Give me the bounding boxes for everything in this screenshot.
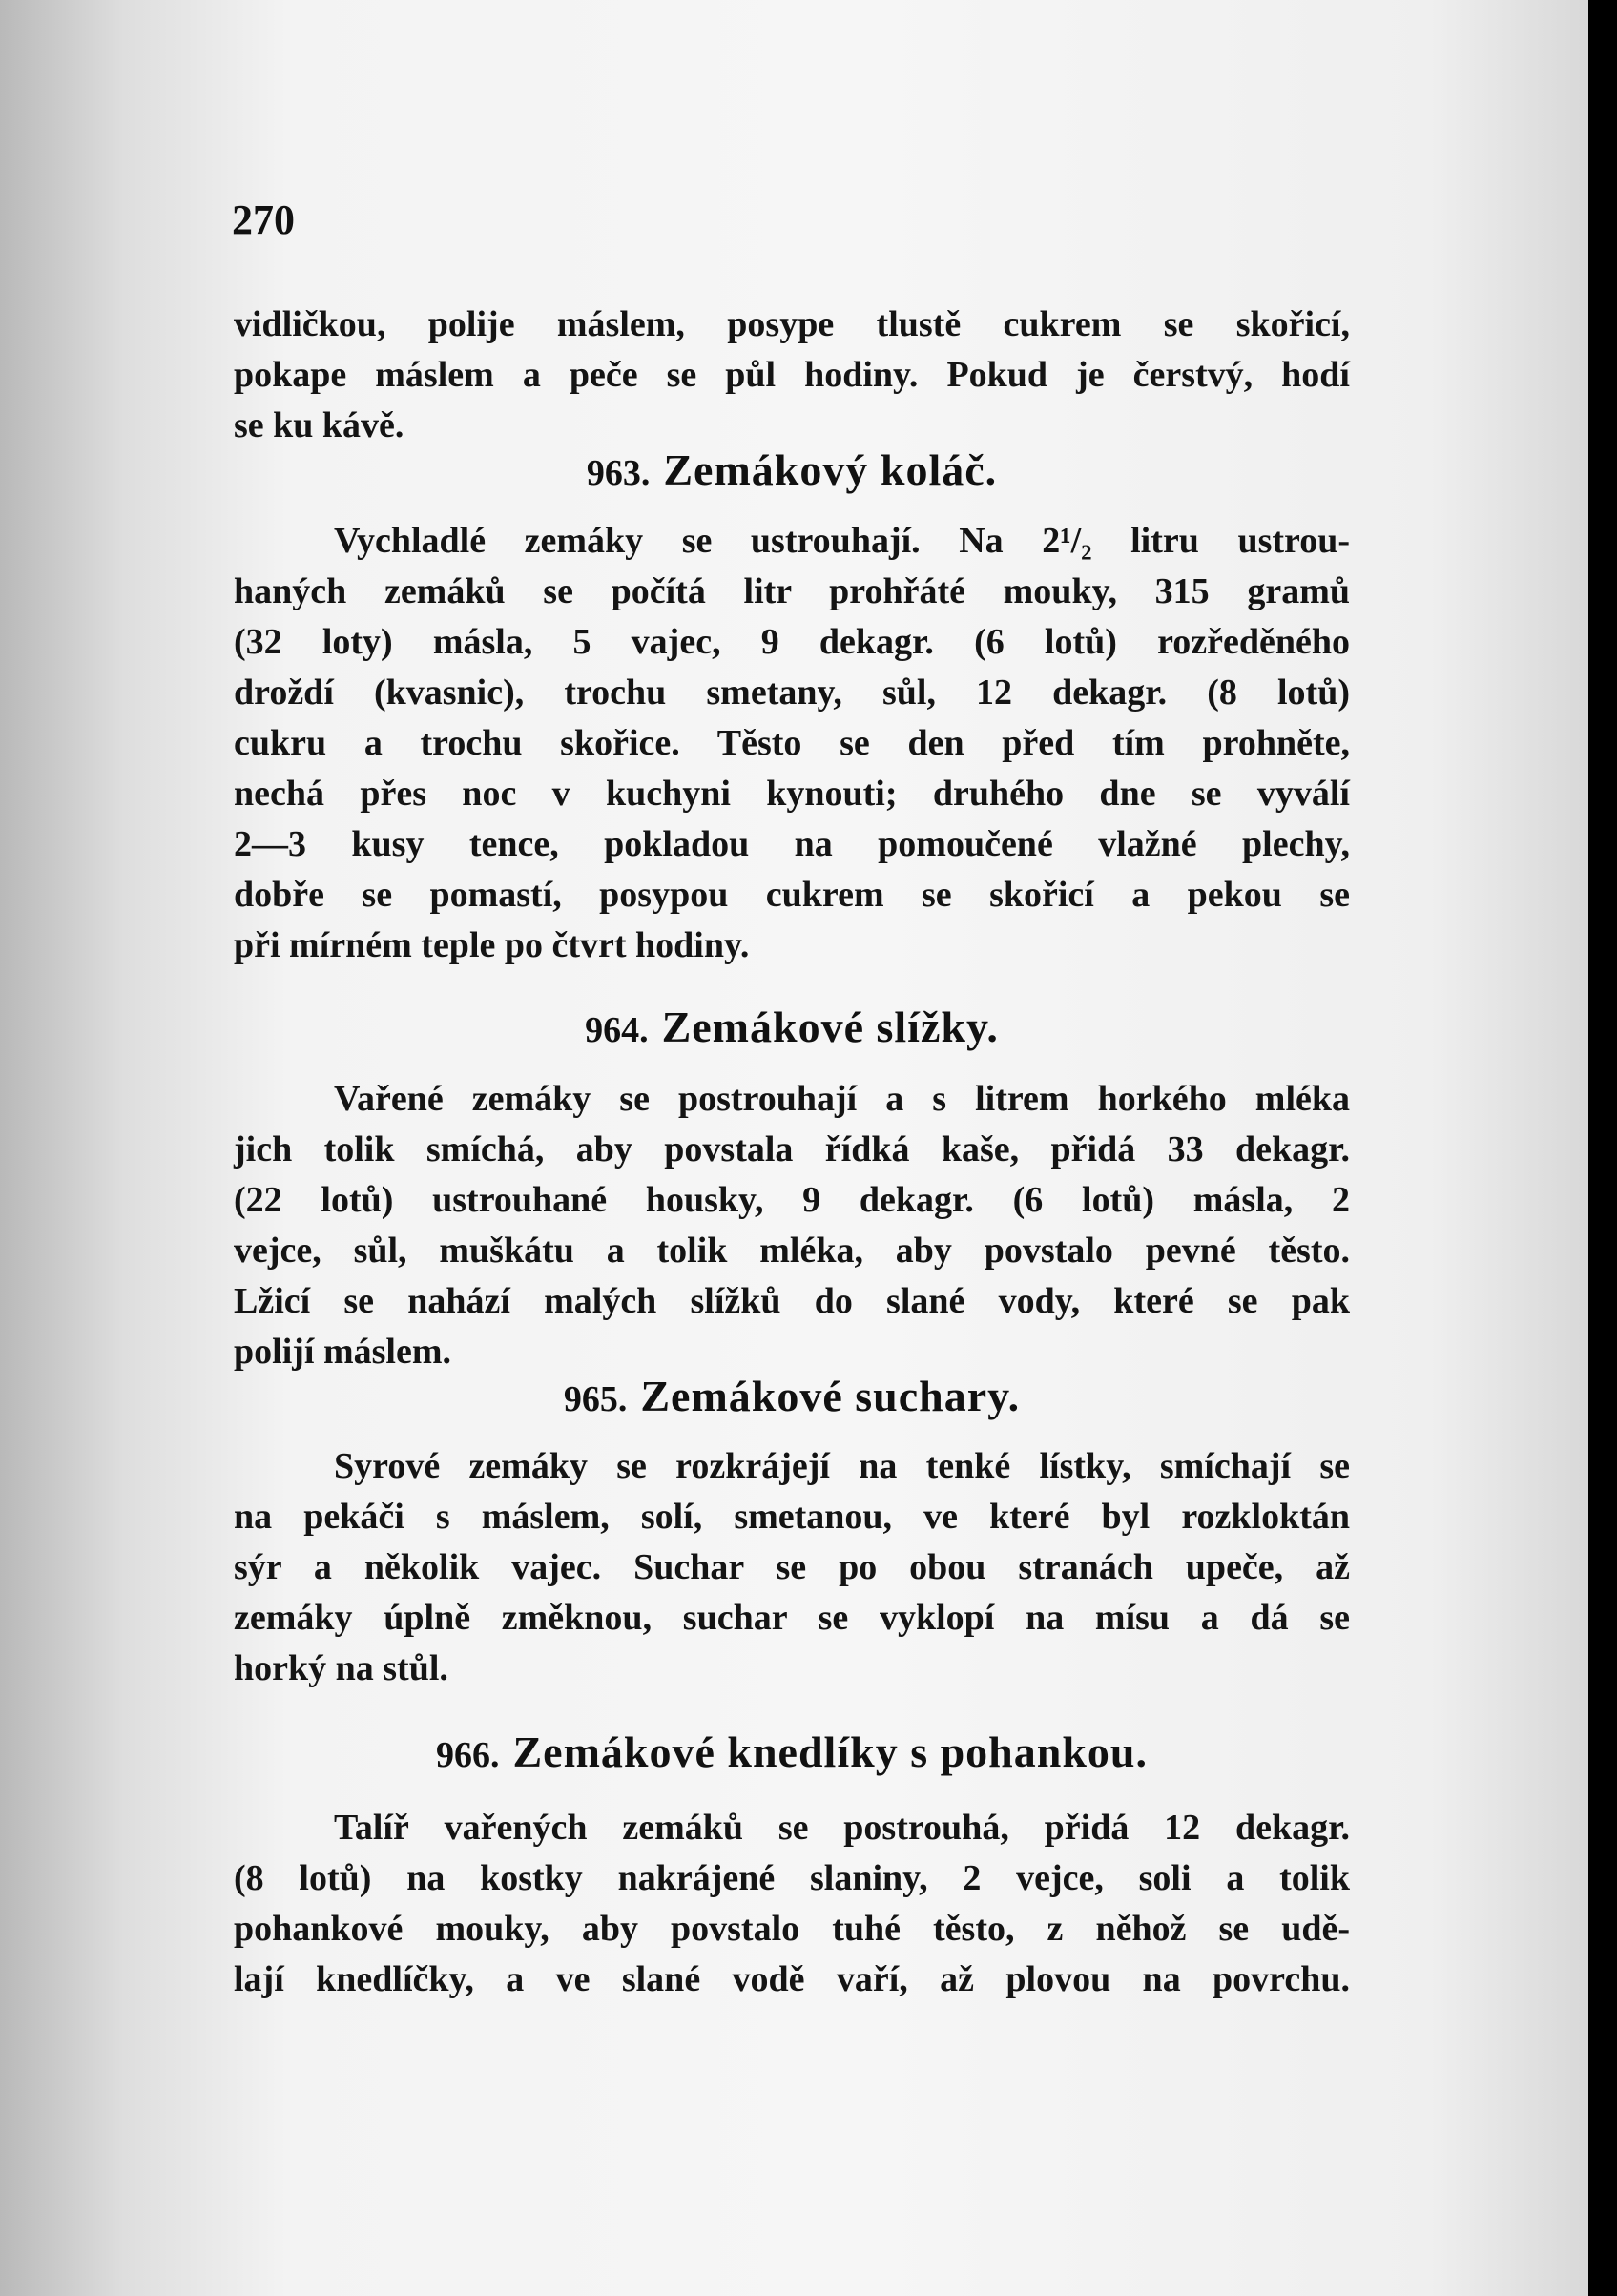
text-line: jich tolik smíchá, aby povstala řídká kaše, přidá 33 dekagr. xyxy=(234,1129,1350,1169)
text-line: zemáky úplně změknou, suchar se vyklopí na mísu a dá se xyxy=(234,1598,1350,1638)
recipe-heading-963 xyxy=(234,445,1350,495)
text-line: polijí máslem. xyxy=(234,1332,451,1372)
recipe-title: Zemákové knedlíky s pohankou. xyxy=(512,1727,1149,1776)
text-line: při mírném teple po čtvrt hodiny. xyxy=(234,925,750,965)
text-line: cukru a trochu skořice. Těsto se den před tím prohněte, xyxy=(234,723,1350,763)
text-line: lají knedlíčky, a ve slané vodě vaří, až plovou na povrchu. xyxy=(234,1959,1350,1999)
text-line: se ku kávě. xyxy=(234,405,404,445)
recipe-heading-965 xyxy=(234,1371,1350,1421)
text-line: 2—3 kusy tence, pokladou na pomoučené vlažné plechy, xyxy=(234,824,1350,864)
recipe-heading-966 xyxy=(234,1727,1350,1777)
text-line: haných zemáků se počítá litr prohřáté mouky, 315 gramů xyxy=(234,571,1350,611)
recipe-title: Zemákové slížky. xyxy=(661,1003,999,1051)
text-line: pohankové mouky, aby povstalo tuhé těsto, z něhož se udě- xyxy=(234,1909,1350,1949)
page-number: 270 xyxy=(232,197,295,243)
text-line: (32 loty) másla, 5 vajec, 9 dekagr. (6 lotů) rozředěného xyxy=(234,622,1350,662)
text-line: nechá přes noc v kuchyni kynouti; druhého dne se vyválí xyxy=(234,774,1350,814)
text-line: pokape máslem a peče se půl hodiny. Pokud je čerstvý, hodí xyxy=(234,355,1350,395)
recipe-title: Zemákové suchary. xyxy=(640,1372,1021,1420)
text-line: Lžicí se nahází malých slížků do slané vody, které se pak xyxy=(234,1281,1350,1321)
text-line: Vařené zemáky se postrouhají a s litrem horkého mléka xyxy=(334,1079,1350,1119)
recipe-number: 964. xyxy=(585,1010,649,1050)
recipe-title: Zemákový koláč. xyxy=(663,445,998,494)
text-line: vejce, sůl, muškátu a tolik mléka, aby povstalo pevné těsto. xyxy=(234,1231,1350,1271)
recipe-heading-964 xyxy=(234,1002,1350,1052)
scan-border xyxy=(1588,0,1617,2296)
text-line: (8 lotů) na kostky nakrájené slaniny, 2 vejce, soli a tolik xyxy=(234,1858,1350,1898)
text-line: droždí (kvasnic), trochu smetany, sůl, 12 dekagr. (8 lotů) xyxy=(234,672,1350,713)
recipe-paragraph-964 xyxy=(234,1074,1350,1377)
recipe-number: 966. xyxy=(435,1735,500,1775)
recipe-paragraph-966 xyxy=(234,1803,1350,2005)
intro-paragraph xyxy=(234,300,1350,451)
text-line: Syrové zemáky se rozkrájejí na tenké lístky, smíchají se xyxy=(334,1446,1350,1486)
text-line: (22 lotů) ustrouhané housky, 9 dekagr. (6 lotů) másla, 2 xyxy=(234,1180,1350,1220)
text-line: horký na stůl. xyxy=(234,1648,448,1688)
recipe-paragraph-965 xyxy=(234,1441,1350,1694)
text-line: Talíř vařených zemáků se postrouhá, přidá 12 dekagr. xyxy=(334,1808,1350,1848)
text-line: dobře se pomastí, posypou cukrem se skořicí a pekou se xyxy=(234,875,1350,915)
text-line: na pekáči s máslem, solí, smetanou, ve které byl rozkloktán xyxy=(234,1497,1350,1537)
text-line: sýr a několik vajec. Suchar se po obou stranách upeče, až xyxy=(234,1547,1350,1587)
recipe-number: 963. xyxy=(586,453,651,493)
text-line: Vychladlé zemáky se ustrouhají. Na 2¹/₂ litru ustrou- xyxy=(334,521,1350,561)
text-line: vidličkou, polije máslem, posype tlustě cukrem se skořicí, xyxy=(234,304,1350,344)
recipe-paragraph-963 xyxy=(234,516,1350,971)
recipe-number: 965. xyxy=(563,1379,628,1419)
